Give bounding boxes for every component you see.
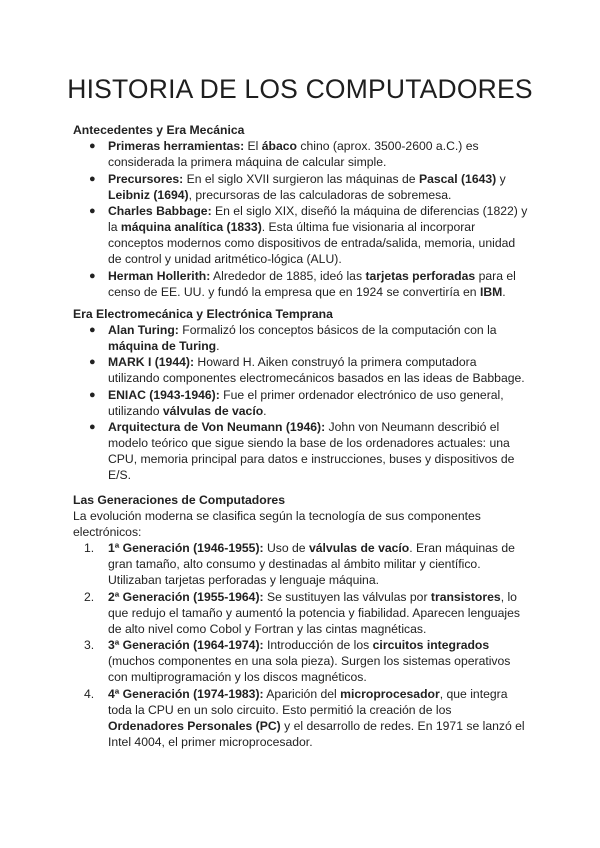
bullet-icon: ● bbox=[89, 172, 96, 185]
bullet-icon: ● bbox=[89, 323, 96, 336]
list-item: ● Arquitectura de Von Neumann (1946): John von Neumann describió el modelo teórico que sigue siendo la base de los ordenadores actuales: una CPU, memoria principal para datos e instrucciones, buses y dispositivos de E/S. bbox=[89, 420, 515, 482]
list-item: ● Herman Hollerith: Alrededor de 1885, ideó las tarjetas perforadas para el censo de EE. UU. y fundó la empresa que en 1924 se convertiría en IBM. bbox=[89, 268, 516, 299]
bullet-list bbox=[73, 138, 528, 300]
item-number: 4. bbox=[84, 686, 95, 701]
section-intro: La evolución moderna se clasifica según la tecnología de sus componentes electrónicos: bbox=[73, 509, 481, 539]
item-number: 1. bbox=[84, 541, 95, 555]
list-item: ● Precursores: En el siglo XVII surgieron las máquinas de Pascal (1643) y Leibniz (1694), precursoras de las calculadoras de sobremesa. bbox=[89, 171, 506, 202]
document-body bbox=[73, 122, 528, 750]
list-item: 2. 2ª Generación (1955-1964): Se sustituyen las válvulas por transistores, lo que redujo el tamaño y aumentó la potencia y fiabilidad. Aparecen lenguajes de alto nivel como Cobol y Fortran y las cintas magnéticas. bbox=[84, 589, 520, 636]
list-item: 4. 4ª Generación (1974-1983): Aparición del microprocesador, que integra toda la CPU en un solo circuito. Esto permitió la creación de los Ordenadores Personales (PC) y el desarrollo de redes. En 1971 se lanzó el Intel 4004, el primer microprocesador. bbox=[84, 686, 525, 749]
bullet-list bbox=[73, 322, 528, 484]
bullet-icon: ● bbox=[89, 388, 96, 401]
section-heading: Antecedentes y Era Mecánica bbox=[73, 123, 245, 137]
bullet-icon: ● bbox=[89, 356, 96, 368]
item-number: 2. bbox=[84, 589, 95, 604]
list-item: 1. 1ª Generación (1946-1955): Uso de válvulas de vacío. Eran máquinas de gran tamaño, alto consumo y destinadas al ámbito militar y científico. Utilizaban tarjetas perforadas y lenguaje máquina. bbox=[84, 541, 515, 587]
section-era-electromecanica bbox=[73, 306, 528, 484]
section-heading: Las Generaciones de Computadores bbox=[73, 493, 285, 507]
section-generaciones bbox=[73, 492, 528, 750]
item-number: 3. bbox=[84, 638, 95, 652]
list-item: ● Primeras herramientas: El ábaco chino (aprox. 3500-2600 a.C.) es considerada la primera máquina de calcular simple. bbox=[89, 139, 479, 169]
section-heading: Era Electromecánica y Electrónica Temprana bbox=[73, 306, 333, 321]
section-antecedentes bbox=[73, 122, 528, 300]
list-item: 3. 3ª Generación (1964-1974): Introducción de los circuitos integrados (muchos componentes en una sola pieza). Surgen los sistemas operativos con multiprogramación y los discos magnéticos. bbox=[84, 638, 511, 684]
bullet-icon: ● bbox=[89, 140, 96, 152]
bullet-icon: ● bbox=[89, 421, 96, 433]
list-item: ● MARK I (1944): Howard H. Aiken construyó la primera computadora utilizando componentes electromecánicos basados en las ideas de Babbage. bbox=[89, 355, 525, 385]
list-item: ● ENIAC (1943-1946): Fue el primer ordenador electrónico de uso general, utilizando válvulas de vacío. bbox=[89, 387, 504, 418]
list-item: ● Alan Turing: Formalizó los conceptos básicos de la computación con la máquina de Turing. bbox=[89, 322, 497, 353]
numbered-list bbox=[73, 540, 528, 750]
page-title: HISTORIA DE LOS COMPUTADORES bbox=[67, 74, 533, 104]
list-item: ● Charles Babbage: En el siglo XIX, diseñó la máquina de diferencias (1822) y la máquina analítica (1833). Esta última fue visionaria al incorporar conceptos modernos como dispositivos de entrada/salida, memoria, unidad de control y unidad aritmético-lógica (ALU). bbox=[89, 204, 528, 266]
bullet-icon: ● bbox=[89, 269, 96, 282]
bullet-icon: ● bbox=[89, 205, 96, 217]
